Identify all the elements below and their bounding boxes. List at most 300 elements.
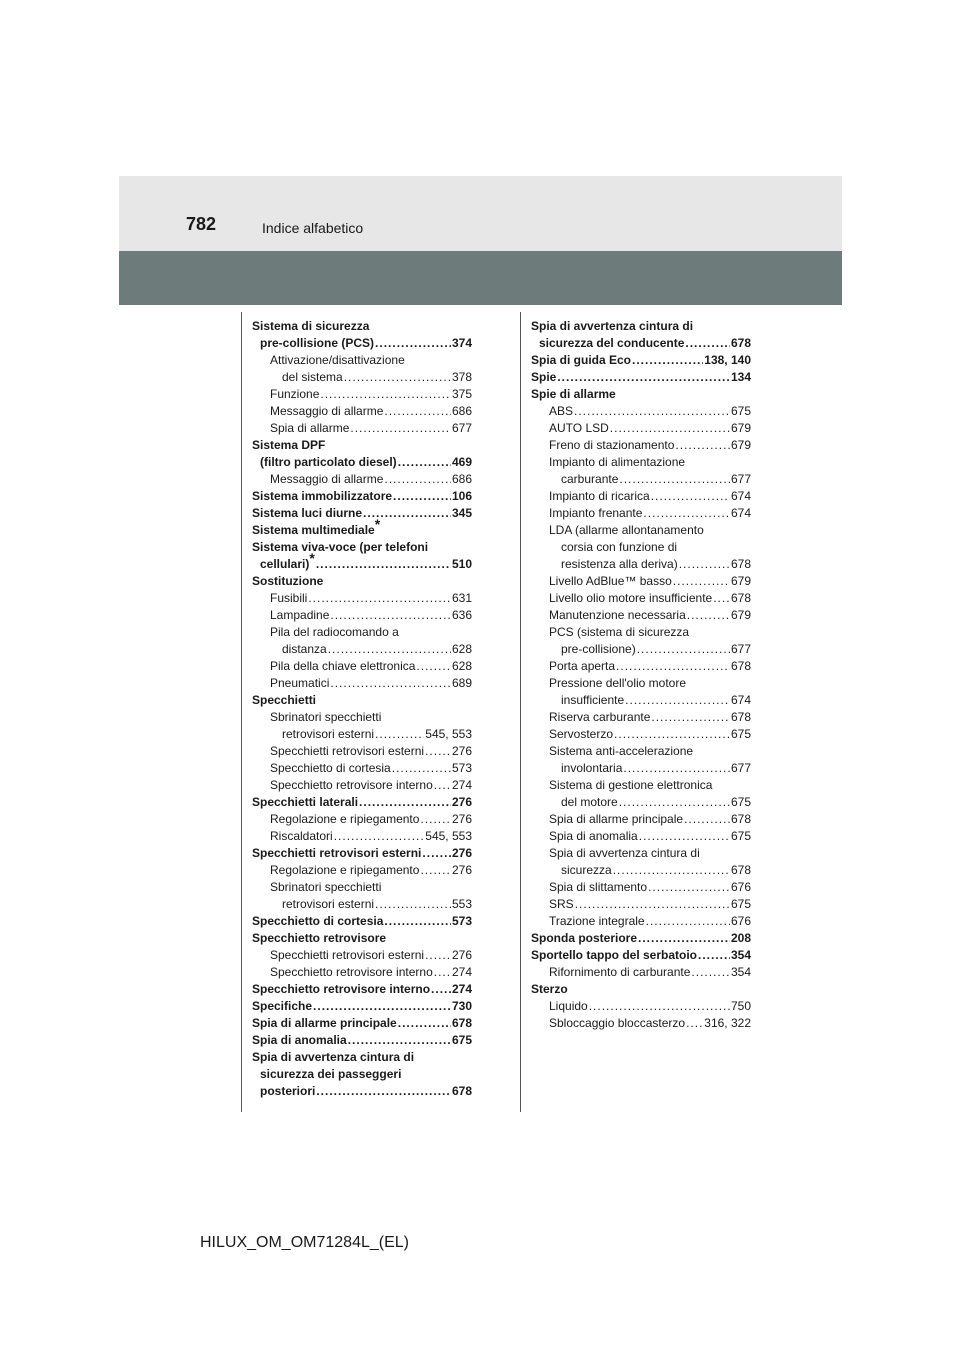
page-reference: 138, 140 (704, 353, 751, 367)
left-index-entry (252, 454, 472, 471)
right-index-entry (531, 675, 751, 692)
left-index-entry (252, 386, 472, 403)
entry-term: Regolazione e ripiegamento (270, 812, 420, 826)
entry-term: Freno di stazionamento (549, 438, 675, 452)
footnote-asterisk: * (374, 516, 381, 532)
right-index-entry (531, 777, 751, 794)
page-reference: 677 (730, 642, 751, 656)
left-index-entry (252, 811, 472, 828)
right-index-entry (531, 454, 751, 471)
entry-term: Sistema anti-accelerazione (549, 744, 694, 758)
right-index-entry (531, 522, 751, 539)
entry-term: distanza (282, 642, 327, 656)
entry-term: Spia di slittamento (549, 880, 648, 894)
entry-term: pre-collisione) (561, 642, 636, 656)
dot-leader (398, 1015, 451, 1032)
right-index-entry (531, 964, 751, 981)
entry-term: Pila della chiave elettronica (270, 659, 416, 673)
right-index-entry (531, 1015, 751, 1032)
dot-leader (313, 998, 451, 1015)
right-index-entry (531, 879, 751, 896)
right-index-entry (531, 862, 751, 879)
dot-leader (434, 964, 451, 981)
page-reference: 276 (451, 846, 472, 860)
right-index-entry (531, 845, 751, 862)
left-index-entry (252, 692, 472, 709)
left-index-entry (252, 743, 472, 760)
right-index-entry (531, 709, 751, 726)
left-index-entry (252, 641, 472, 658)
index-column-right (531, 318, 751, 1032)
right-index-entry (531, 352, 751, 369)
dot-leader (348, 1032, 451, 1049)
dot-leader (420, 862, 451, 879)
left-index-entry (252, 998, 472, 1015)
dot-leader (638, 930, 730, 947)
left-index-entry (252, 964, 472, 981)
page-reference: 678 (451, 1084, 472, 1098)
page-reference: 675 (730, 795, 751, 809)
entry-term: retrovisori esterni (282, 897, 375, 911)
dot-leader (431, 981, 451, 998)
page-reference: 276 (451, 863, 472, 877)
dot-leader (350, 420, 451, 437)
page-reference: 573 (451, 914, 472, 928)
entry-term: Manutenzione necessaria (549, 608, 686, 622)
page-reference: 106 (451, 489, 472, 503)
right-index-entry (531, 471, 751, 488)
left-index-entry (252, 709, 472, 726)
entry-term: Sponda posteriore (531, 931, 638, 945)
dot-leader (375, 335, 451, 352)
entry-term: Messaggio di allarme (270, 404, 384, 418)
right-index-entry (531, 828, 751, 845)
entry-term: (filtro particolato diesel) (260, 455, 397, 469)
entry-term: del sistema (282, 370, 343, 384)
dot-leader (651, 488, 730, 505)
page-reference: 276 (451, 795, 472, 809)
left-index-entry (252, 845, 472, 862)
entry-term: Spie di allarme (531, 387, 616, 401)
entry-term: Sistema DPF (252, 438, 326, 452)
left-index-entry (252, 437, 472, 454)
entry-term: Attivazione/disattivazione (270, 353, 405, 367)
dot-leader (589, 998, 730, 1015)
page-reference: 631 (451, 591, 472, 605)
entry-term: Riserva carburante (549, 710, 651, 724)
dot-leader (308, 590, 451, 607)
dot-leader (330, 675, 451, 692)
entry-term: Sistema multimediale* (252, 516, 381, 537)
left-index-entry (252, 590, 472, 607)
dot-leader (637, 641, 730, 658)
dot-leader (375, 896, 451, 913)
right-index-entry (531, 760, 751, 777)
right-index-entry (531, 743, 751, 760)
entry-term: Sostituzione (252, 574, 324, 588)
dot-leader (713, 590, 730, 607)
dot-leader (320, 386, 451, 403)
entry-term: Specchietti retrovisori esterni (252, 846, 422, 860)
page-reference: 375 (451, 387, 472, 401)
left-index-entry (252, 777, 472, 794)
right-index-entry (531, 318, 751, 335)
page-reference: 675 (730, 404, 751, 418)
page-reference: 750 (730, 999, 751, 1013)
dot-leader (384, 913, 451, 930)
page-reference: 679 (730, 421, 751, 435)
dot-leader (625, 692, 730, 709)
page-reference: 274 (451, 965, 472, 979)
left-index-entry (252, 1049, 472, 1066)
entry-term: Specchietto di cortesia (252, 914, 384, 928)
header-bar (119, 251, 842, 305)
right-index-entry (531, 403, 751, 420)
left-index-entry (252, 675, 472, 692)
page-reference: 675 (730, 829, 751, 843)
page-reference: 510 (451, 557, 472, 571)
dot-leader (359, 794, 451, 811)
right-index-entry (531, 624, 751, 641)
entry-term: Livello AdBlue™ basso (549, 574, 672, 588)
right-index-entry (531, 420, 751, 437)
right-index-entry (531, 692, 751, 709)
dot-leader (316, 1083, 451, 1100)
entry-term: Fusibili (270, 591, 308, 605)
page-reference: 678 (730, 659, 751, 673)
entry-term: Spia di guida Eco (531, 353, 632, 367)
left-index-entry (252, 828, 472, 845)
dot-leader (344, 369, 451, 386)
page-reference: 675 (730, 727, 751, 741)
left-index-entry (252, 981, 472, 998)
entry-term: Pressione dell'olio motore (549, 676, 687, 690)
right-index-entry (531, 913, 751, 930)
dot-leader (687, 607, 730, 624)
entry-term: Specchietto retrovisore (252, 931, 387, 945)
entry-term: ABS (549, 404, 574, 418)
page-reference: 628 (451, 659, 472, 673)
entry-term: sicurezza del conducente (539, 336, 685, 350)
left-index-entry (252, 930, 472, 947)
page-reference: 678 (730, 710, 751, 724)
dot-leader (574, 403, 730, 420)
entry-term: Regolazione e ripiegamento (270, 863, 420, 877)
page-reference: 674 (730, 693, 751, 707)
dot-leader (673, 573, 730, 590)
entry-term: Sistema luci diurne (252, 506, 363, 520)
page-reference: 553 (451, 897, 472, 911)
dot-leader (643, 505, 730, 522)
dot-leader (384, 403, 451, 420)
page-reference: 674 (730, 506, 751, 520)
left-index-entry (252, 794, 472, 811)
entry-term: Specifiche (252, 999, 313, 1013)
page-reference: 208 (730, 931, 751, 945)
entry-term: Trazione integrale (549, 914, 645, 928)
right-index-entry (531, 726, 751, 743)
dot-leader (425, 743, 451, 760)
right-index-entry (531, 981, 751, 998)
dot-leader (685, 335, 730, 352)
entry-term: corsia con funzione di (561, 540, 678, 554)
left-index-entry (252, 369, 472, 386)
left-index-entry (252, 1083, 472, 1100)
entry-term: Sbrinatori specchietti (270, 710, 382, 724)
right-index-entry (531, 794, 751, 811)
dot-leader (416, 658, 451, 675)
entry-term: Spia di anomalia (252, 1033, 347, 1047)
entry-term: Spia di avvertenza cintura di (549, 846, 700, 860)
dot-leader (375, 726, 424, 743)
dot-leader (648, 879, 730, 896)
dot-leader (651, 709, 730, 726)
page-reference: 678 (730, 863, 751, 877)
right-index-entry (531, 505, 751, 522)
entry-term: Sterzo (531, 982, 568, 996)
entry-term: Spia di allarme principale (252, 1016, 397, 1030)
dot-leader (679, 556, 730, 573)
dot-leader (422, 845, 451, 862)
entry-term: Spie (531, 370, 557, 384)
column-divider-left (241, 312, 242, 1112)
left-index-entry (252, 335, 472, 352)
page-reference: 677 (730, 761, 751, 775)
dot-leader (425, 947, 451, 964)
left-index-entry (252, 505, 472, 522)
entry-term: Sistema di gestione elettronica (549, 778, 713, 792)
left-index-entry (252, 624, 472, 641)
left-index-entry (252, 1032, 472, 1049)
entry-term: PCS (sistema di sicurezza (549, 625, 690, 639)
entry-term: Specchietti (252, 693, 317, 707)
dot-leader (393, 488, 451, 505)
dot-leader (619, 794, 730, 811)
page-reference: 276 (451, 812, 472, 826)
right-index-entry (531, 437, 751, 454)
right-index-entry (531, 488, 751, 505)
entry-term: resistenza alla deriva) (561, 557, 678, 571)
right-index-entry (531, 607, 751, 624)
entry-term: sicurezza dei passeggeri (260, 1067, 402, 1081)
page-reference: 354 (730, 965, 751, 979)
page-reference: 345 (451, 506, 472, 520)
left-index-entry (252, 607, 472, 624)
page-reference: 276 (451, 948, 472, 962)
page-reference: 134 (730, 370, 751, 384)
page-reference: 545, 553 (425, 727, 472, 741)
right-index-entry (531, 335, 751, 352)
right-index-entry (531, 641, 751, 658)
dot-leader (646, 913, 730, 930)
left-index-entry (252, 913, 472, 930)
left-index-entry (252, 1015, 472, 1032)
dot-leader (420, 811, 451, 828)
entry-term: Specchietto retrovisore interno (270, 778, 433, 792)
right-index-entry (531, 998, 751, 1015)
entry-term: del motore (561, 795, 618, 809)
left-index-entry (252, 896, 472, 913)
dot-leader (675, 437, 730, 454)
dot-leader (698, 947, 730, 964)
left-index-entry (252, 318, 472, 335)
left-index-entry (252, 573, 472, 590)
entry-term: AUTO LSD (549, 421, 609, 435)
entry-term: Specchietti retrovisori esterni (270, 744, 425, 758)
entry-term: cellulari)* (260, 550, 315, 571)
page-reference: 686 (451, 404, 472, 418)
entry-term: Messaggio di allarme (270, 472, 384, 486)
page-reference: 686 (451, 472, 472, 486)
entry-term: Riscaldatori (270, 829, 333, 843)
left-index-entry (252, 352, 472, 369)
entry-term: sicurezza (561, 863, 612, 877)
entry-term: Spia di allarme principale (549, 812, 684, 826)
page-reference: 678 (730, 557, 751, 571)
entry-term: Spia di avvertenza cintura di (252, 1050, 415, 1064)
page-reference: 730 (451, 999, 472, 1013)
left-index-entry (252, 471, 472, 488)
entry-term: Pila del radiocomando a (270, 625, 399, 639)
entry-term: pre-collisione (PCS) (260, 336, 375, 350)
dot-leader (557, 369, 730, 386)
entry-term: Specchietto retrovisore interno (270, 965, 433, 979)
entry-term: Impianto frenante (549, 506, 643, 520)
entry-term: Servosterzo (549, 727, 614, 741)
right-index-entry (531, 386, 751, 403)
right-index-entry (531, 573, 751, 590)
page-reference: 316, 322 (704, 1016, 751, 1030)
page-reference: 675 (730, 897, 751, 911)
dot-leader (623, 760, 730, 777)
left-index-entry (252, 488, 472, 505)
left-index-entry (252, 947, 472, 964)
right-index-entry (531, 811, 751, 828)
left-index-entry (252, 420, 472, 437)
dot-leader (613, 862, 730, 879)
left-index-entry (252, 403, 472, 420)
page-reference: 679 (730, 608, 751, 622)
entry-term: SRS (549, 897, 574, 911)
page-reference: 636 (451, 608, 472, 622)
page-number: 782 (186, 214, 217, 234)
dot-leader (632, 352, 703, 369)
entry-term: posteriori (260, 1084, 316, 1098)
dot-leader (434, 777, 451, 794)
page-reference: 628 (451, 642, 472, 656)
page-reference: 354 (730, 948, 751, 962)
left-index-entry (252, 1066, 472, 1083)
left-index-entry (252, 726, 472, 743)
dot-leader (316, 556, 451, 573)
page-reference: 689 (451, 676, 472, 690)
left-index-entry (252, 516, 472, 539)
page-reference: 678 (451, 1016, 472, 1030)
left-index-entry (252, 550, 472, 573)
right-index-entry (531, 539, 751, 556)
right-index-entry (531, 930, 751, 947)
page-reference: 679 (730, 438, 751, 452)
entry-term: Sistema immobilizzatore (252, 489, 393, 503)
dot-leader (614, 726, 730, 743)
page-reference: 274 (451, 982, 472, 996)
page-reference: 677 (451, 421, 472, 435)
footnote-asterisk: * (309, 550, 315, 566)
entry-term: retrovisori esterni (282, 727, 375, 741)
entry-term: Pneumatici (270, 676, 330, 690)
entry-term: involontaria (561, 761, 623, 775)
page-reference: 469 (451, 455, 472, 469)
entry-term: Livello olio motore insufficiente (549, 591, 713, 605)
entry-term: Lampadine (270, 608, 330, 622)
page-reference: 678 (730, 591, 751, 605)
page-reference: 678 (730, 812, 751, 826)
page-reference: 676 (730, 880, 751, 894)
page-reference: 378 (451, 370, 472, 384)
entry-term: insufficiente (561, 693, 625, 707)
dot-leader (398, 454, 451, 471)
dot-leader (334, 828, 425, 845)
left-index-entry (252, 879, 472, 896)
page-reference: 573 (451, 761, 472, 775)
entry-term: Sistema viva-voce (per telefoni (252, 540, 429, 554)
entry-term: Sistema di sicurezza (252, 319, 370, 333)
document-code: HILUX_OM_OM71284L_(EL) (200, 1234, 409, 1251)
entry-term: Spia di allarme (270, 421, 350, 435)
dot-leader (384, 471, 451, 488)
entry-term: carburante (561, 472, 619, 486)
entry-term: Sbloccaggio bloccasterzo (549, 1016, 686, 1030)
dot-leader (619, 471, 730, 488)
entry-term: Specchietti retrovisori esterni (270, 948, 425, 962)
column-divider-right (520, 312, 521, 1112)
dot-leader (330, 607, 451, 624)
dot-leader (575, 896, 730, 913)
page-reference: 675 (451, 1033, 472, 1047)
dot-leader (328, 641, 451, 658)
entry-term: Impianto di ricarica (549, 489, 650, 503)
entry-term: Liquido (549, 999, 588, 1013)
page-reference: 374 (451, 336, 472, 350)
dot-leader (686, 1015, 703, 1032)
left-index-entry (252, 658, 472, 675)
entry-term: Rifornimento di carburante (549, 965, 691, 979)
section-title: Indice alfabetico (262, 220, 364, 236)
dot-leader (610, 420, 730, 437)
page-reference: 674 (730, 489, 751, 503)
page-reference: 678 (730, 336, 751, 350)
right-index-entry (531, 658, 751, 675)
entry-term: Specchietto retrovisore interno (252, 982, 431, 996)
header-band (119, 176, 842, 251)
right-index-entry (531, 896, 751, 913)
entry-term: Porta aperta (549, 659, 616, 673)
entry-term: Funzione (270, 387, 320, 401)
entry-term: Sportello tappo del serbatoio (531, 948, 698, 962)
entry-term: LDA (allarme allontanamento (549, 523, 704, 537)
entry-term: Impianto di alimentazione (549, 455, 686, 469)
page-reference: 677 (730, 472, 751, 486)
page-reference: 276 (451, 744, 472, 758)
right-index-entry (531, 556, 751, 573)
left-index-entry (252, 539, 472, 556)
right-index-entry (531, 369, 751, 386)
right-index-entry (531, 590, 751, 607)
page-reference: 545, 553 (425, 829, 472, 843)
index-column-left (252, 318, 472, 1100)
entry-term: Spia di avvertenza cintura di (531, 319, 694, 333)
left-index-entry (252, 862, 472, 879)
